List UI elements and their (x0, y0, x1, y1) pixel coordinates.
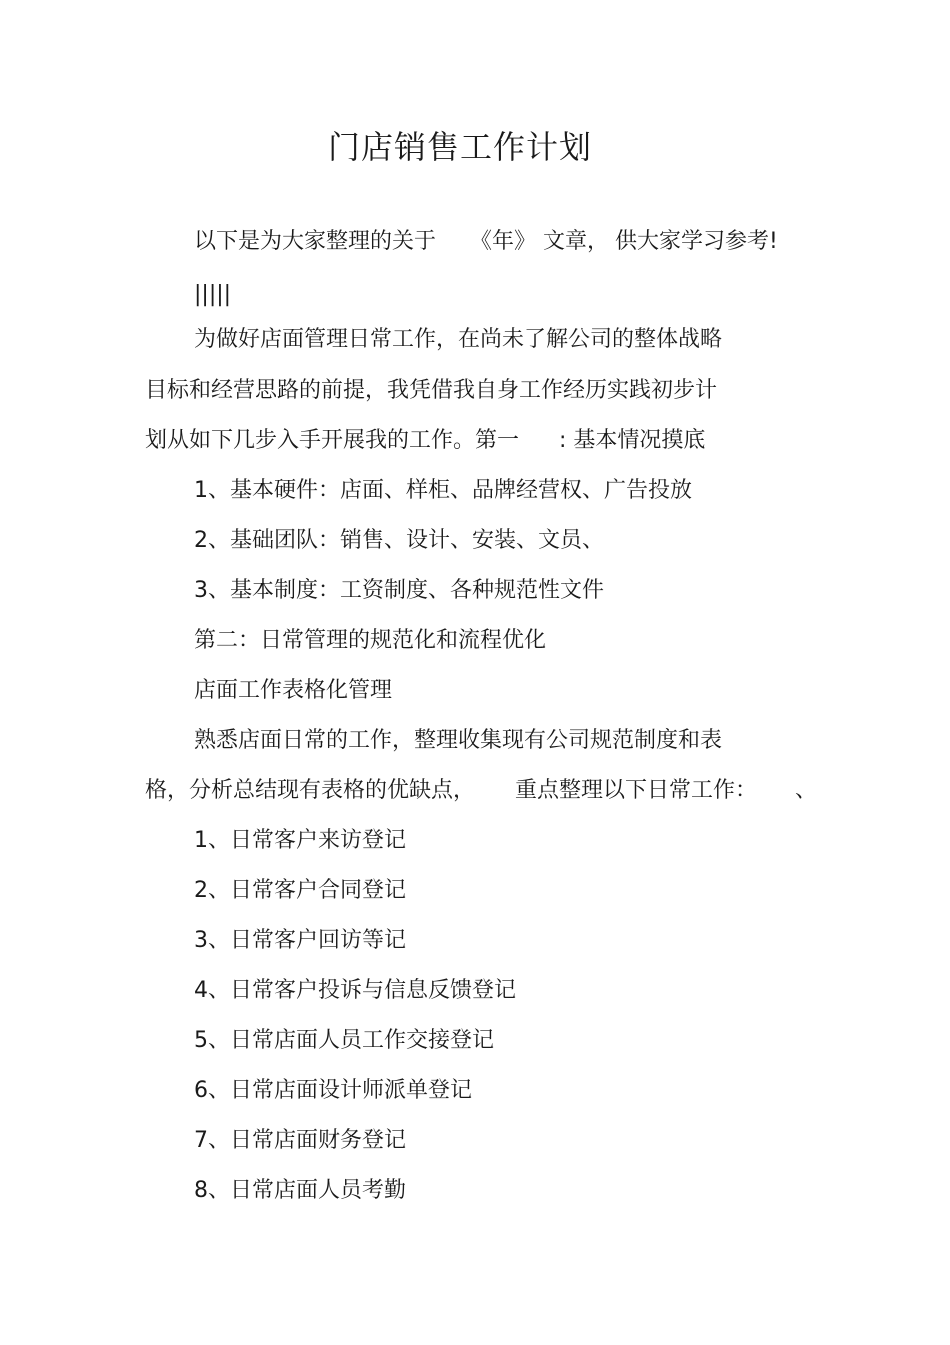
list-item: 2、基础团队：销售、设计、安装、文员、 (194, 528, 604, 553)
list-item: 1、日常客户来访登记 (194, 828, 406, 853)
intro-line (194, 227, 778, 257)
list-item: 6、日常店面设计师派单登记 (194, 1078, 472, 1103)
para1-line1: 为做好店面管理日常工作，在尚未了解公司的整体战略 (194, 327, 723, 352)
intro-text-b: 《年》 文章， (470, 229, 610, 254)
list-item: 3、基本制度：工资制度、各种规范性文件 (194, 578, 604, 603)
list-item: 8、日常店面人员考勤 (194, 1178, 406, 1203)
separator: ||||| (194, 282, 232, 307)
subsection-heading: 店面工作表格化管理 (194, 678, 393, 703)
list-item: 2、日常客户合同登记 (194, 878, 406, 903)
para2-line1: 熟悉店面日常的工作，整理收集现有公司规范制度和表 (194, 728, 723, 753)
para2-line2-a: 格，分析总结现有表格的优缺点， (145, 778, 476, 803)
section-heading: 第二：日常管理的规范化和流程优化 (194, 628, 547, 653)
list-item: 4、日常客户投诉与信息反馈登记 (194, 978, 516, 1003)
para2-line2 (145, 776, 817, 806)
para2-line2-b: 重点整理以下日常工作： (515, 778, 758, 803)
para2-line2-c: 、 (795, 778, 818, 803)
intro-text-a: 以下是为大家整理的关于 (194, 229, 437, 254)
para1-line3-b: : 基本情况摸底 (559, 428, 706, 453)
list-item: 5、日常店面人员工作交接登记 (194, 1028, 494, 1053)
para1-line3 (145, 426, 705, 456)
para1-line3-a: 划从如下几步入手开展我的工作。第一 (145, 428, 520, 453)
intro-text-c: 供大家学习参考! (615, 229, 778, 254)
list-item: 1、基本硬件：店面、样柜、品牌经营权、广告投放 (194, 478, 692, 503)
list-item: 3、日常客户回访等记 (194, 928, 406, 953)
para1-line2: 目标和经营思路的前提，我凭借我自身工作经历实践初步计 (145, 378, 718, 403)
list-item: 7、日常店面财务登记 (194, 1128, 406, 1153)
page-title: 门店销售工作计划 (327, 128, 592, 166)
